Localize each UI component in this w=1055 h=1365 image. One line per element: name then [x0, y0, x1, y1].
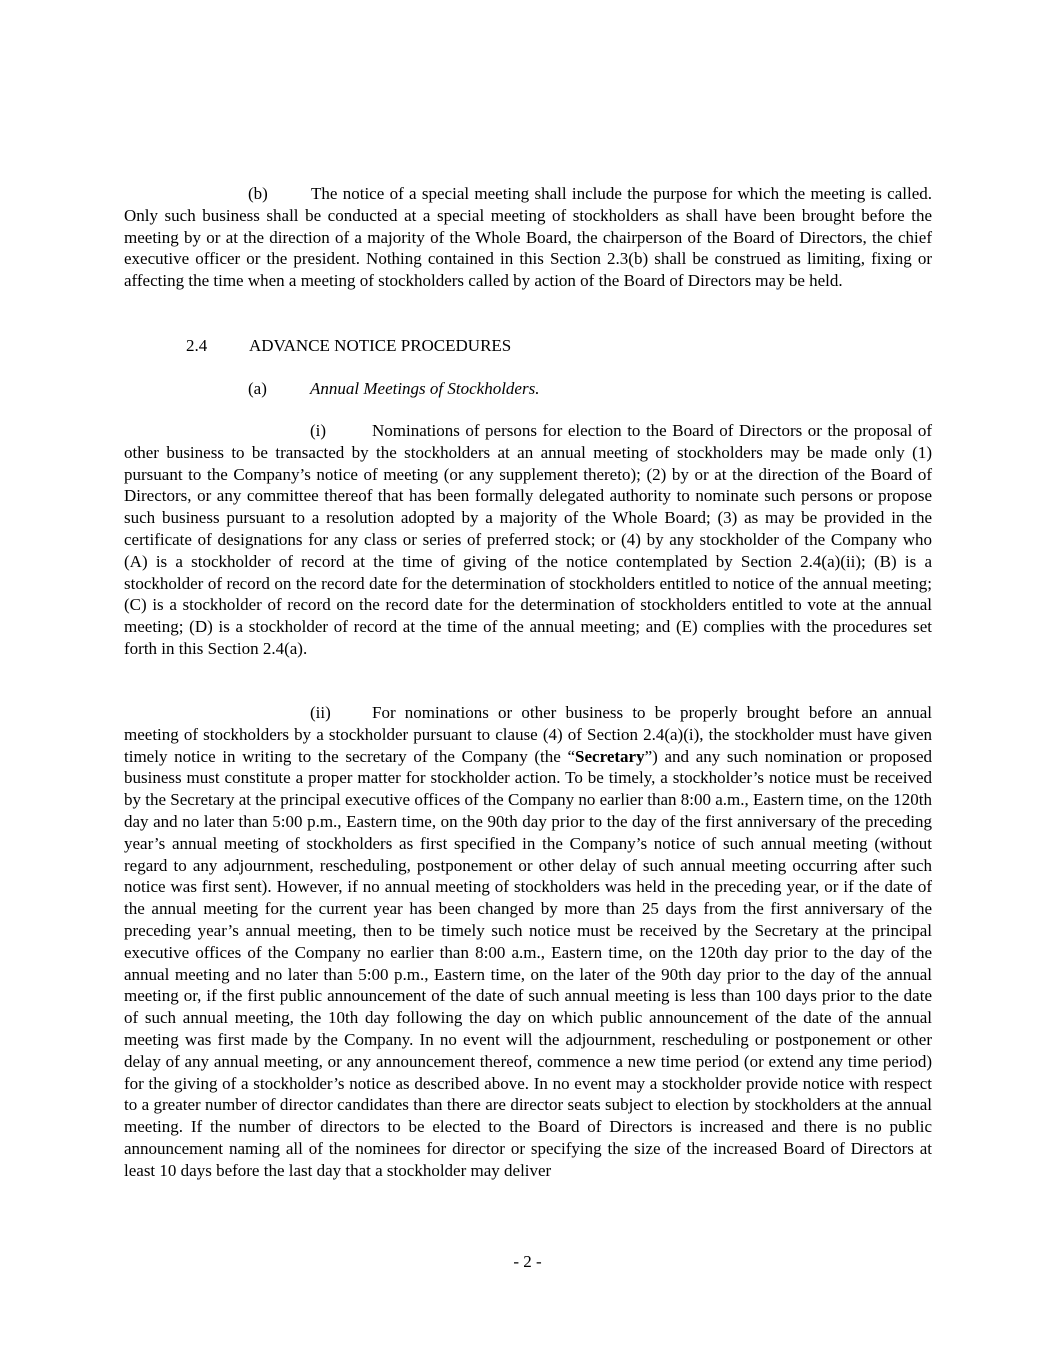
page-number: - 2 -	[513, 1252, 542, 1271]
subsection-title: Annual Meetings of Stockholders.	[310, 379, 540, 398]
paragraph-clause-ii	[124, 702, 932, 1182]
clause-text-part-1: For nominations or other business to be properly brought before an annual meeting of stockholders by a stockholder pursuant to clause (4) of Section 2.4(a)(i), the stockholder must have given timely notice in writing to the secretary of the Company (the “	[124, 703, 932, 766]
paragraph-label: (b)	[248, 184, 268, 203]
section-number: 2.4	[186, 336, 208, 355]
clause-text: Nominations of persons for election to the Board of Directors or the proposal of other business to be transacted by the stockholders at an annual meeting of stockholders may be made only (1) pursuant to the Company’s notice of meeting (or any supplement thereto); (2) by or at the direction of the Board of Directors, or any committee thereof that has been formally delegated authority to nominate such persons or propose such business pursuant to a resolution adopted by a majority of the Whole Board; (3) as may be provided in the certificate of designations for any class or series of preferred stock; or (4) by any stockholder of the Company who (A) is a stockholder of record at the time of giving of the notice contemplated by Section 2.4(a)(ii); (B) is a stockholder of record on the record date for the determination of stockholders entitled to notice of the annual meeting; (C) is a stockholder of record on the record date for the determination of stockholders entitled to vote at the annual meeting; (D) is a stockholder of record at the time of the annual meeting; and (E) complies with the procedures set forth in this Section 2.4(a).	[124, 421, 932, 658]
defined-term: Secretary	[575, 746, 645, 766]
section-title: ADVANCE NOTICE PROCEDURES	[249, 336, 512, 355]
paragraph-text: The notice of a special meeting shall include the purpose for which the meeting is called. Only such business shall be conducted at a special meeting of stockholders as shall have been brought before the meeting by or at the direction of a majority of the Whole Board, the chairperson of the Board of Directors, the chief executive officer or the president. Nothing contained in this Section 2.3(b) shall be construed as limiting, fixing or affecting the time when a meeting of stockholders called by action of the Board of Directors may be held.	[124, 184, 932, 291]
subsection-label: (a)	[248, 379, 267, 398]
paragraph-clause-i	[124, 420, 932, 660]
subsection-heading-a	[248, 378, 539, 400]
clause-text-part-2: ”) and any such nomination or proposed business must constitute a proper matter for stockholder action. To be timely, a stockholder’s notice must be received by the Secretary at the principal executive offices of the Company no earlier than 8:00 a.m., Eastern time, on the 120th day and no later than 5:00 p.m., Eastern time, on the 90th day prior to the day of the first anniversary of the preceding year’s annual meeting of stockholders as first specified in the Company’s notice of such annual meeting (without regard to any adjournment, rescheduling, postponement or other delay of such annual meeting occurring after such notice was first sent). However, if no annual meeting of stockholders was held in the preceding year, or if the date of the annual meeting for the current year has been changed by more than 25 days from the first anniversary of the preceding year’s annual meeting, then to be timely such notice must be received by the Secretary at the principal executive offices of the Company no earlier than 8:00 a.m., Eastern time, on the 120th day prior to the day of the annual meeting and no later than 5:00 p.m., Eastern time, on the later of the 90th day prior to the day of the annual meeting or, if the first public announcement of the date of such annual meeting is less than 100 days prior to the date of such annual meeting, the 10th day following the day on which public announcement of the date of the annual meeting was first made by the Company. In no event will the adjournment, rescheduling or postponement or other delay of any annual meeting, or any announcement thereof, commence a new time period (or extend any time period) for the giving of a stockholder’s notice as described above. In no event may a stockholder provide notice with respect to a greater number of director candidates than there are director seats subject to election by stockholders at the annual meeting. If the number of directors to be elected to the Board of Directors is increased and there is no public announcement naming all of the nominees for director or specifying the size of the increased Board of Directors at least 10 days before the last day that a stockholder may deliver	[124, 746, 932, 1180]
section-heading-2-4	[186, 335, 511, 357]
clause-label: (ii)	[310, 703, 331, 722]
paragraph-2-3-b	[124, 183, 932, 292]
clause-label: (i)	[310, 421, 327, 440]
